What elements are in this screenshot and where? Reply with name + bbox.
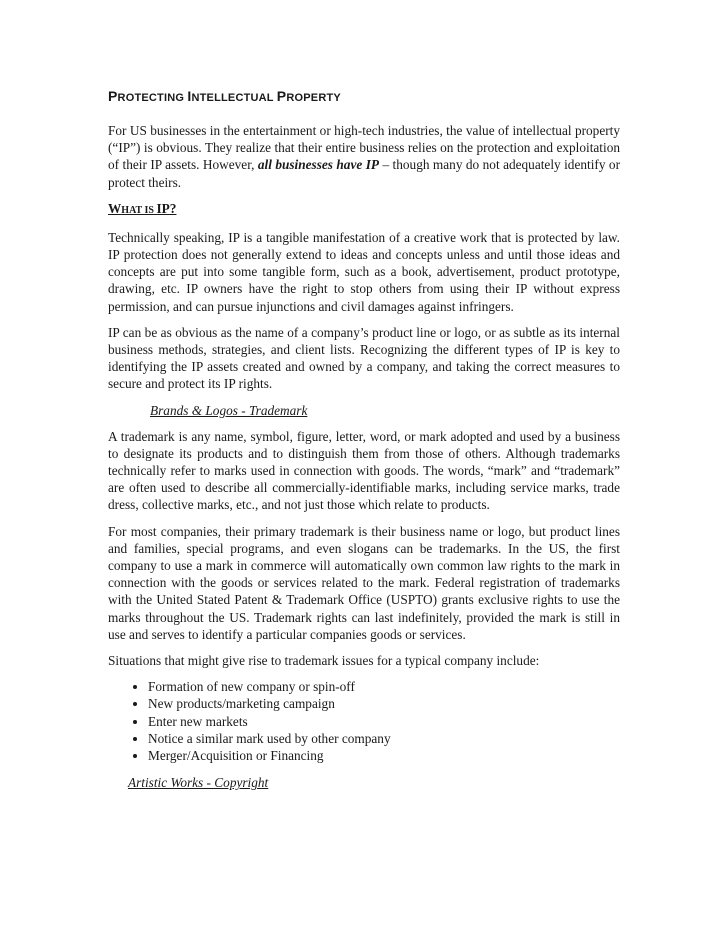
intro-text-2: – though many do not adequately identify or protect theirs.	[108, 157, 620, 190]
list-item: • Merger/Acquisition or Financing	[148, 747, 620, 764]
title-rest-1: ROTECTING	[117, 92, 188, 104]
list-item: • Enter new markets	[148, 713, 620, 730]
copyright-label-text: Artistic Works - Copyright	[128, 775, 269, 791]
title-cap-1: P	[108, 88, 118, 104]
heading-cap: W	[108, 200, 122, 216]
copyright-section-label	[108, 774, 620, 791]
trademark-paragraph-1: A trademark is any name, symbol, figure, letter, word, or mark adopted and used by a business to designate its products and to distinguish them from those of others. Although trademarks technically refer to marks used in connection with goods. The words, “mark” and “trademark” are often used to describe all commercially-identifiable marks, including service marks, trade dress, collective marks, etc., and not just those which relate to products.	[108, 428, 620, 513]
document-title	[108, 86, 620, 108]
heading-small: HAT IS	[121, 204, 157, 216]
heading-end: IP?	[156, 200, 177, 216]
list-item: • Formation of new company or spin-off	[148, 678, 620, 695]
trademark-label-text: Brands & Logos - Trademark	[150, 402, 308, 418]
title-rest-3: ROPERTY	[286, 92, 341, 104]
intro-paragraph	[108, 122, 620, 191]
document-page	[108, 86, 620, 800]
intro-text-1: For US businesses in the entertainment or high-tech industries, the value of intellectual property (“IP”) is obvious. They realize that their entire business relies on the protection and exploitation of their IP assets. However,	[108, 123, 620, 173]
trademark-paragraph-2: For most companies, their primary trademark is their business name or logo, but product lines and families, special programs, and even slogans can be trademarks. In the US, the first company to use a mark in commerce will automatically own common law rights to the mark in connection with the goods or services related to the mark. Federal registration of trademarks with the United Stated Patent & Trademark Office (USPTO) grants exclusive rights to use the marks throughout the US. Trademark rights can last indefinitely, provided the mark is still in use and serves to identify a particular companies goods or services.	[108, 523, 620, 642]
trademark-situations-intro: Situations that might give rise to trademark issues for a typical company include:	[108, 653, 540, 669]
title-cap-2: I	[187, 88, 192, 104]
list-item: • Notice a similar mark used by other company	[148, 730, 620, 747]
intro-emphasis: all businesses have IP	[257, 157, 380, 173]
trademark-section-label	[108, 402, 620, 419]
list-item: • New products/marketing campaign	[148, 695, 620, 712]
what-is-ip-paragraph-2: IP can be as obvious as the name of a company’s product line or logo, or as subtle as its internal business methods, strategies, and client lists. Recognizing the different types of IP is key to identifying the IP assets created and owned by a company, and taking the correct measures to secure and protect its IP rights.	[108, 324, 620, 392]
title-cap-3: P	[276, 88, 287, 104]
what-is-ip-heading	[108, 200, 620, 219]
trademark-situations-list	[108, 678, 620, 764]
what-is-ip-paragraph-1: Technically speaking, IP is a tangible manifestation of a creative work that is protected by law. IP protection does not generally extend to ideas and concepts unless and until those ideas and concepts are put into some tangible form, such as a book, advertisement, product prototype, drawing, etc. IP owners have the right to stop others from using their IP without express permission, and can pursue injunctions and civil damages against infringers.	[108, 229, 620, 314]
title-rest-2: NTELLECTUAL	[191, 92, 277, 104]
